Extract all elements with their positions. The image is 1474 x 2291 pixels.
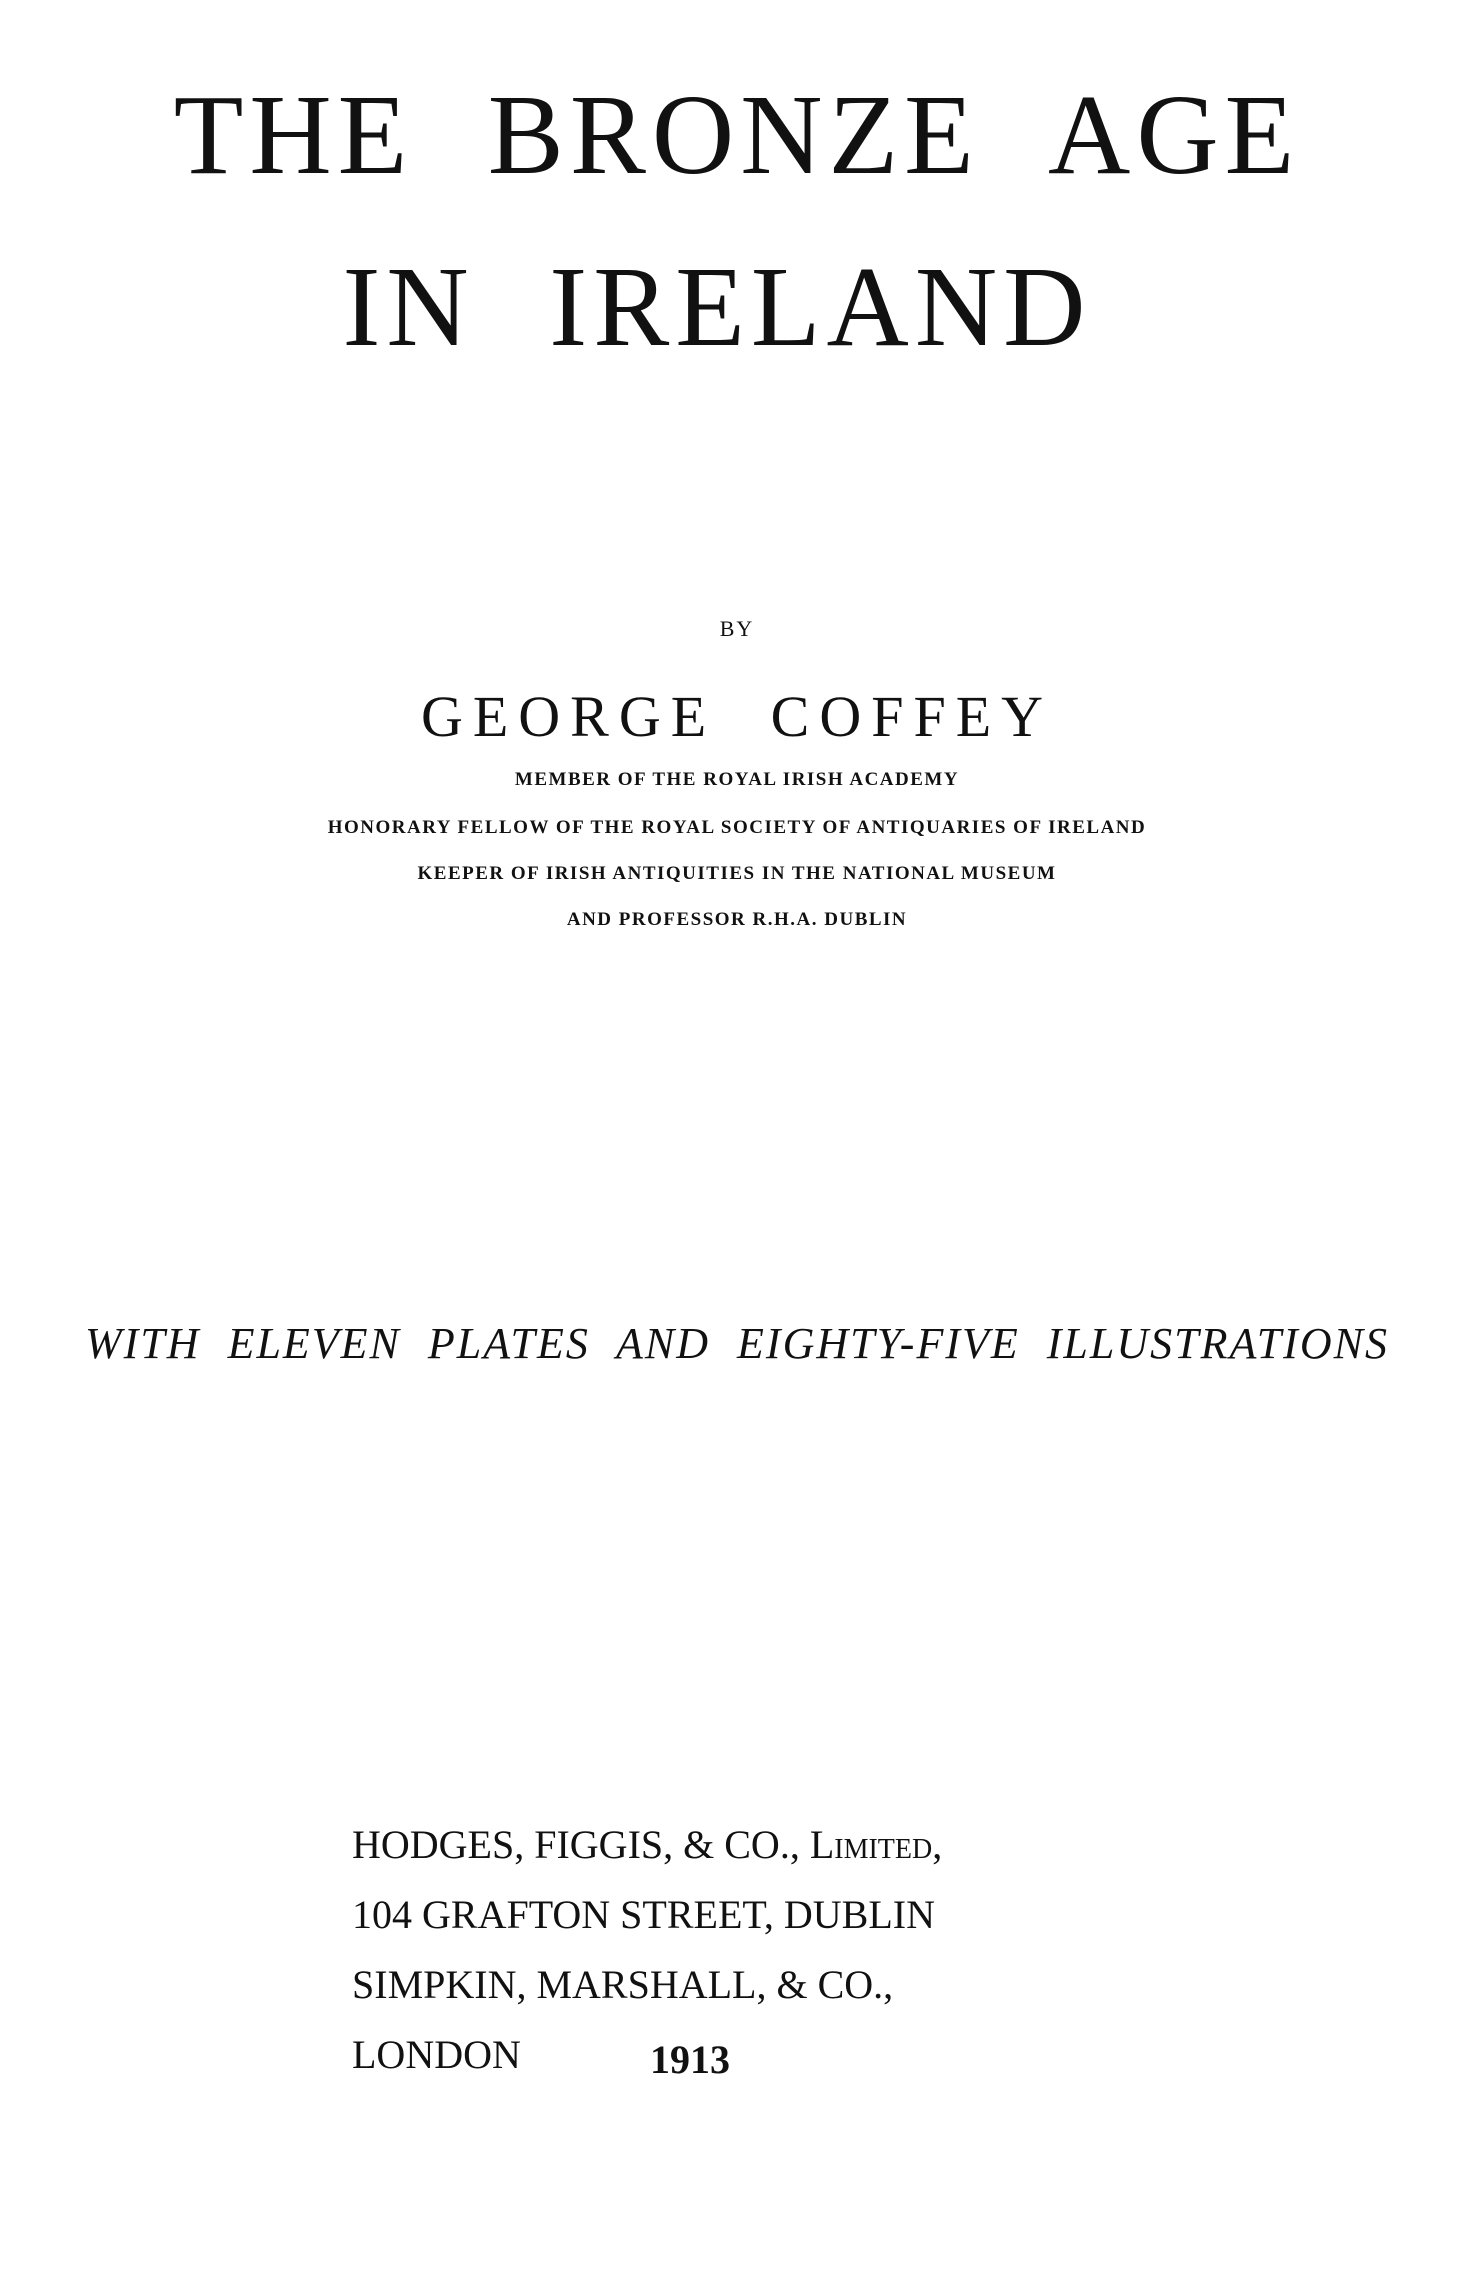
publisher-imprint [352, 1810, 942, 2090]
author-credential: HONORARY FELLOW OF THE ROYAL SOCIETY OF ANTIQUARIES OF IRELAND [327, 817, 1147, 838]
publisher-address: 104 GRAFTON STREET, DUBLIN [352, 1892, 935, 1937]
publisher-name: HODGES, FIGGIS, & CO., [352, 1822, 800, 1867]
author-credential: KEEPER OF IRISH ANTIQUITIES IN THE NATIONAL MUSEUM [417, 863, 1057, 884]
publisher-line [352, 1810, 942, 1880]
by-label: BY [719, 616, 755, 641]
title-line-2: IN IRELAND [342, 243, 1092, 370]
publication-year: 1913 [650, 2037, 730, 2082]
co-publisher-city: LONDON [352, 2032, 521, 2077]
author-credential: AND PROFESSOR R.H.A. DUBLIN [566, 909, 908, 930]
co-publisher: SIMPKIN, MARSHALL, & CO., [352, 1962, 894, 2007]
illustrations-note: WITH ELEVEN PLATES AND EIGHTY-FIVE ILLUSTRATIONS [85, 1319, 1389, 1368]
title-line-1: THE BRONZE AGE [173, 71, 1301, 198]
author-credential: MEMBER OF THE ROYAL IRISH ACADEMY [514, 769, 960, 790]
publisher-limited: Limited, [809, 1822, 943, 1867]
author-name: GEORGE COFFEY [420, 684, 1054, 749]
